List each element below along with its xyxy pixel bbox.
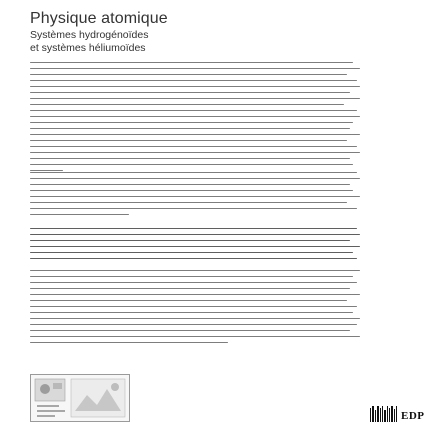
description-paragraph-2 [30, 172, 360, 220]
subtitle-line-1: Systèmes hydrogénoïdes [30, 29, 149, 41]
barcode-graphic [370, 404, 398, 422]
description-paragraph-1 [30, 62, 360, 176]
publisher-logo-text: EDP [401, 410, 425, 422]
book-title: Physique atomique [30, 10, 168, 27]
book-subtitle [30, 29, 148, 55]
subtitle-line-2: et systèmes héliumoïdes [30, 42, 146, 54]
cover-figure-image [30, 374, 130, 422]
figure-graphic [31, 375, 129, 421]
publisher-logo [370, 404, 425, 422]
author-biography [30, 270, 360, 348]
description-paragraph-3 [30, 228, 360, 264]
